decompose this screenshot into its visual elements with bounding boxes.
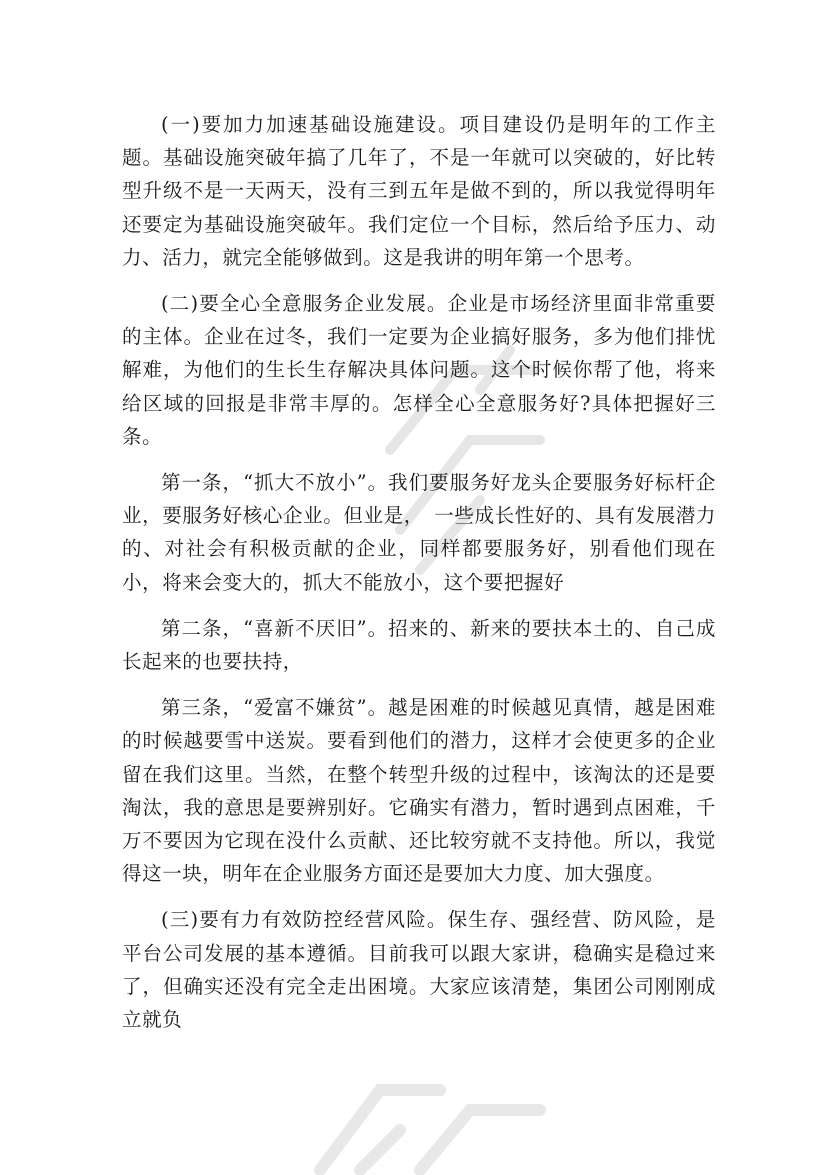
paragraph-item-3: 第三条，“爱富不嫌贫”。越是困难的时候越见真情，越是困难的时候越要雪中送炭。要看到他们的潜力，这样才会使更多的企业留在我们这里。当然，在整个转型升级的过程中，该淘汰的还是要淘汰，我的意思是要辨别好。它确实有潜力，暂时遇到点困难，千万不要因为它现在没什么贡献、还比较穷就不支持他。所以，我觉得这一块，明年在企业服务方面还是要加大力度、加大强度。 [122,696,716,886]
watermark-logo-icon [300,1060,560,1175]
document-body [122,108,716,1049]
paragraph-section-2: (二)要全心全意服务企业发展。企业是市场经济里面非常重要的主体。企业在过冬，我们一定要为企业搞好服务，多为他们排忧解难，为他们的生长生存解决具体问题。这个时候你帮了他，将来给区域的回报是非常丰厚的。怎样全心全意服务好?具体把握好三条。 [122,292,716,448]
paragraph-item-2: 第二条，“喜新不厌旧”。招来的、新来的要扶本土的、自己成长起来的也要扶持， [122,616,716,674]
paragraph-item-1: 第一条，“抓大不放小”。我们要服务好龙头企要服务好标杆企业，要服务好核心企业。但业是， 一些成长性好的、具有发展潜力的、对社会有积极贡献的企业，同样都要服务好，别看他们现在小，将来会变大的，抓大不能放小，这个要把握好 [122,471,716,594]
paragraph-section-3: (三)要有力有效防控经营风险。保生存、强经营、防风险，是平台公司发展的基本遵循。目前我可以跟大家讲，稳确实是稳过来了，但确实还没有完全走出困境。大家应该清楚，集团公司刚刚成立就负 [122,908,716,1032]
paragraph-section-1: (一)要加力加速基础设施建设。项目建设仍是明年的工作主题。基础设施突破年搞了几年了，不是一年就可以突破的，好比转型升级不是一天两天，没有三到五年是做不到的，所以我觉得明年还要定为基础设施突破年。我们定位一个目标，然后给予压力、动力、活力，就完全能够做到。这是我讲的明年第一个思考。 [122,113,716,269]
